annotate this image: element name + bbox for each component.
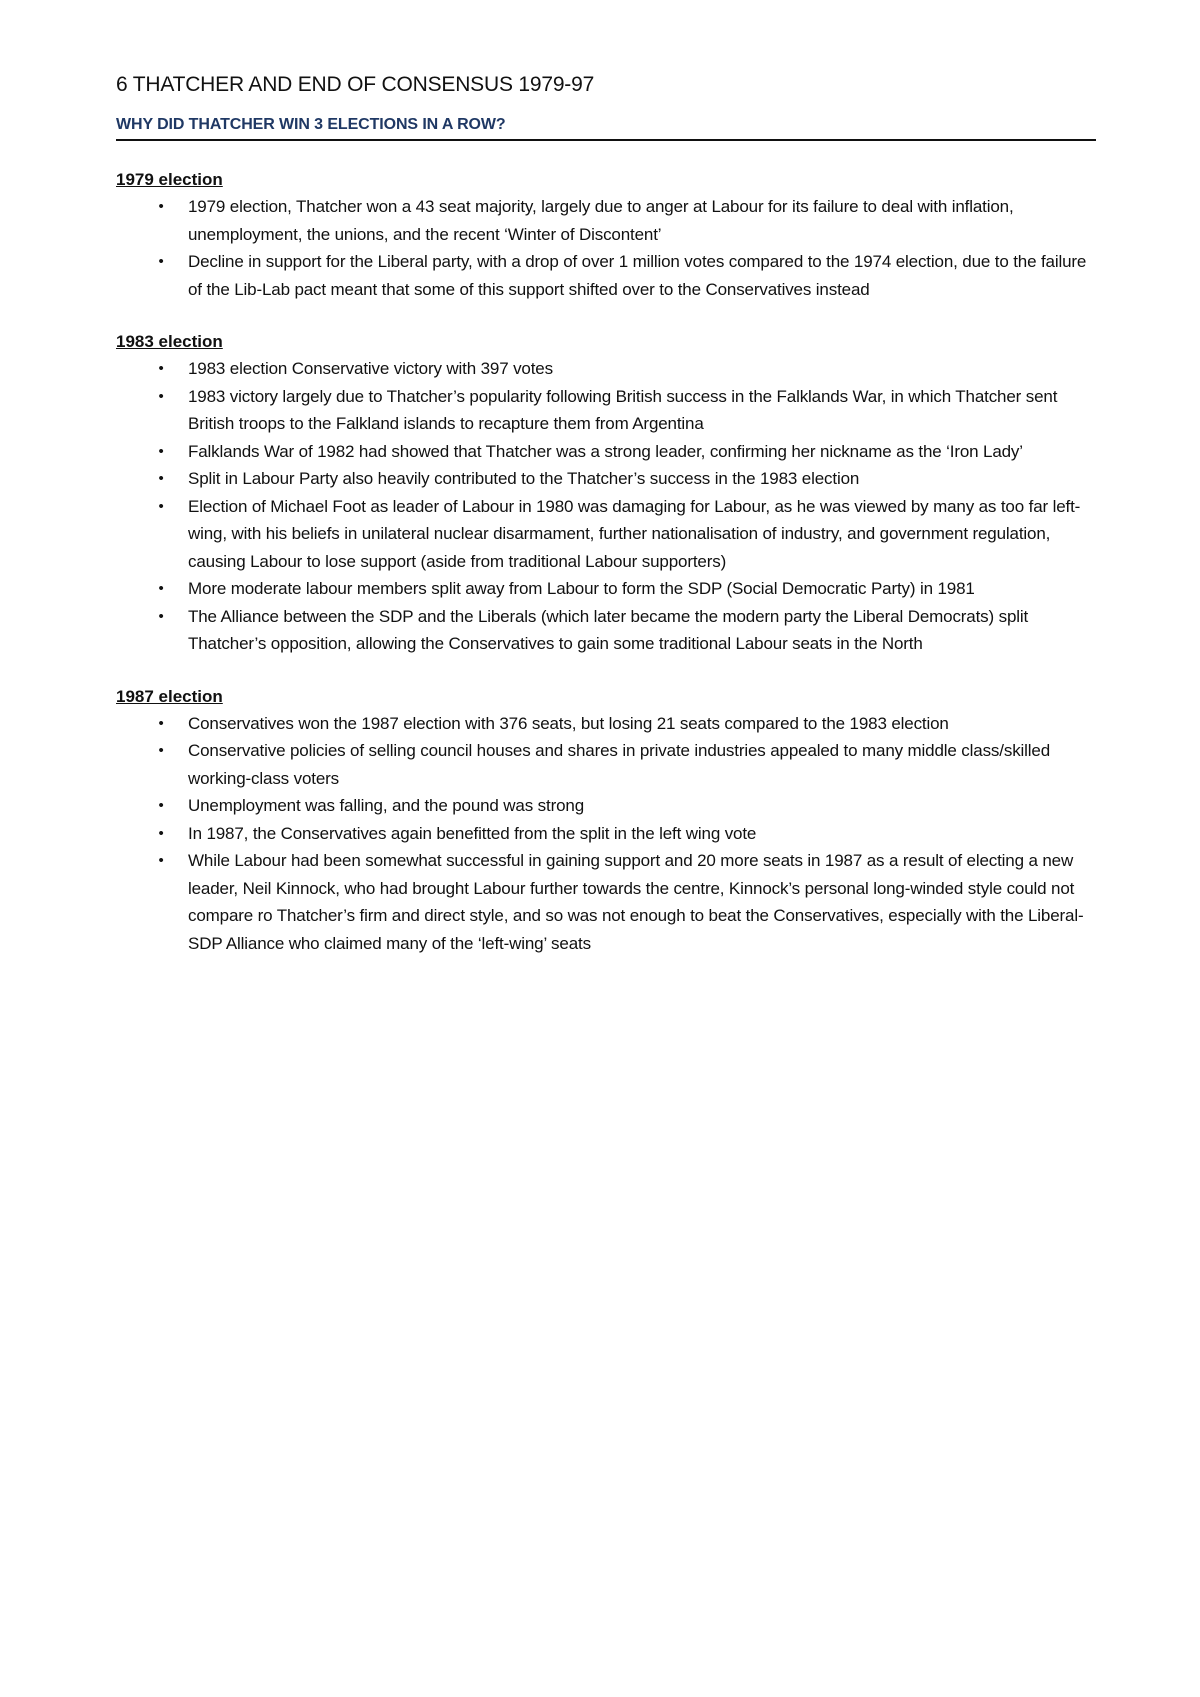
section-heading: 1979 election [116, 170, 223, 189]
bullet-icon: • [158, 442, 164, 460]
bullet-icon: • [158, 253, 164, 270]
section-heading: 1983 election [116, 332, 223, 351]
document-page [116, 70, 1096, 957]
bullet-icon: • [158, 497, 164, 515]
list-item [116, 465, 1096, 493]
list-item-text: Falklands War of 1982 had showed that Thatcher was a strong leader, confirming her nickname as the ‘Iron Lady’ [188, 441, 1023, 461]
bullet-icon: • [158, 714, 164, 732]
section-1987-election [116, 685, 1096, 958]
bullet-icon: • [158, 852, 164, 869]
bullet-icon: • [158, 797, 164, 814]
bullet-icon: • [158, 387, 164, 405]
list-item [116, 847, 1096, 957]
list-item [116, 737, 1096, 792]
bullet-icon: • [158, 470, 164, 487]
list-item-text: The Alliance between the SDP and the Liberals (which later became the modern party the Liberal Democrats) split Thatcher’s opposition, allowing the Conservatives to gain some traditional Labour seats in the North [188, 606, 1029, 653]
section-heading: 1987 election [116, 686, 223, 706]
list-item-text: While Labour had been somewhat successful in gaining support and 20 more seats in 1987 as a result of electing a new leader, Neil Kinnock, who had brought Labour further towards the centre, Kinnock’s personal long-winded style could not compare ro Thatcher’s firm and direct style, and so was not enough to beat the Conservatives, especially with the Liberal-SDP Alliance who claimed many of the ‘left-wing’ seats [188, 851, 1084, 953]
list-item [116, 575, 1096, 603]
bullet-icon: • [158, 580, 164, 597]
list-item-text: Decline in support for the Liberal party, with a drop of over 1 million votes compared to the 1974 election, due to the failure of the Lib-Lab pact meant that some of this support shifted over to the Conservatives instead [188, 252, 1087, 299]
bullet-icon: • [158, 742, 164, 759]
list-item-text: Conservatives won the 1987 election with 376 seats, but losing 21 seats compared to the 1983 election [188, 713, 949, 733]
list-item [116, 710, 1096, 738]
bullet-icon: • [158, 360, 164, 377]
list-item-text: More moderate labour members split away from Labour to form the SDP (Social Democratic Party) in 1981 [188, 579, 975, 598]
list-item [116, 383, 1096, 438]
bullet-icon: • [158, 607, 164, 625]
list-item-text: Conservative policies of selling council houses and shares in private industries appealed to many middle class/skilled working-class voters [188, 741, 1051, 788]
list-item-text: In 1987, the Conservatives again benefitted from the split in the left wing vote [188, 823, 757, 843]
list-item [116, 438, 1096, 466]
bullet-icon: • [158, 198, 164, 215]
bullet-list [116, 355, 1096, 658]
bullet-list [116, 193, 1096, 303]
list-item-text: 1983 election Conservative victory with 397 votes [188, 359, 553, 378]
list-item [116, 820, 1096, 848]
list-item [116, 193, 1096, 248]
document-subtitle: WHY DID THATCHER WIN 3 ELECTIONS IN A ROW? [116, 114, 1096, 141]
section-1983-election [116, 330, 1096, 658]
list-item [116, 248, 1096, 303]
list-item-text: Split in Labour Party also heavily contributed to the Thatcher’s success in the 1983 election [188, 469, 860, 488]
bullet-icon: • [158, 824, 164, 842]
list-item-text: Election of Michael Foot as leader of Labour in 1980 was damaging for Labour, as he was viewed by many as too far left-wing, with his beliefs in unilateral nuclear disarmament, further nationalisation of industry, and government regulation, causing Labour to lose support (aside from traditional Labour supporters) [188, 496, 1081, 571]
list-item-text: 1979 election, Thatcher won a 43 seat majority, largely due to anger at Labour for its failure to deal with inflation, unemployment, the unions, and the recent ‘Winter of Discontent’ [188, 197, 1014, 244]
section-1979-election [116, 168, 1096, 303]
bullet-list [116, 710, 1096, 958]
list-item [116, 603, 1096, 658]
list-item [116, 792, 1096, 820]
list-item-text: Unemployment was falling, and the pound was strong [188, 796, 585, 815]
list-item [116, 493, 1096, 576]
list-item-text: 1983 victory largely due to Thatcher’s popularity following British success in the Falklands War, in which Thatcher sent British troops to the Falkland islands to recapture them from Argentina [188, 386, 1058, 433]
list-item [116, 355, 1096, 383]
document-title: 6 THATCHER AND END OF CONSENSUS 1979-97 [116, 73, 595, 96]
